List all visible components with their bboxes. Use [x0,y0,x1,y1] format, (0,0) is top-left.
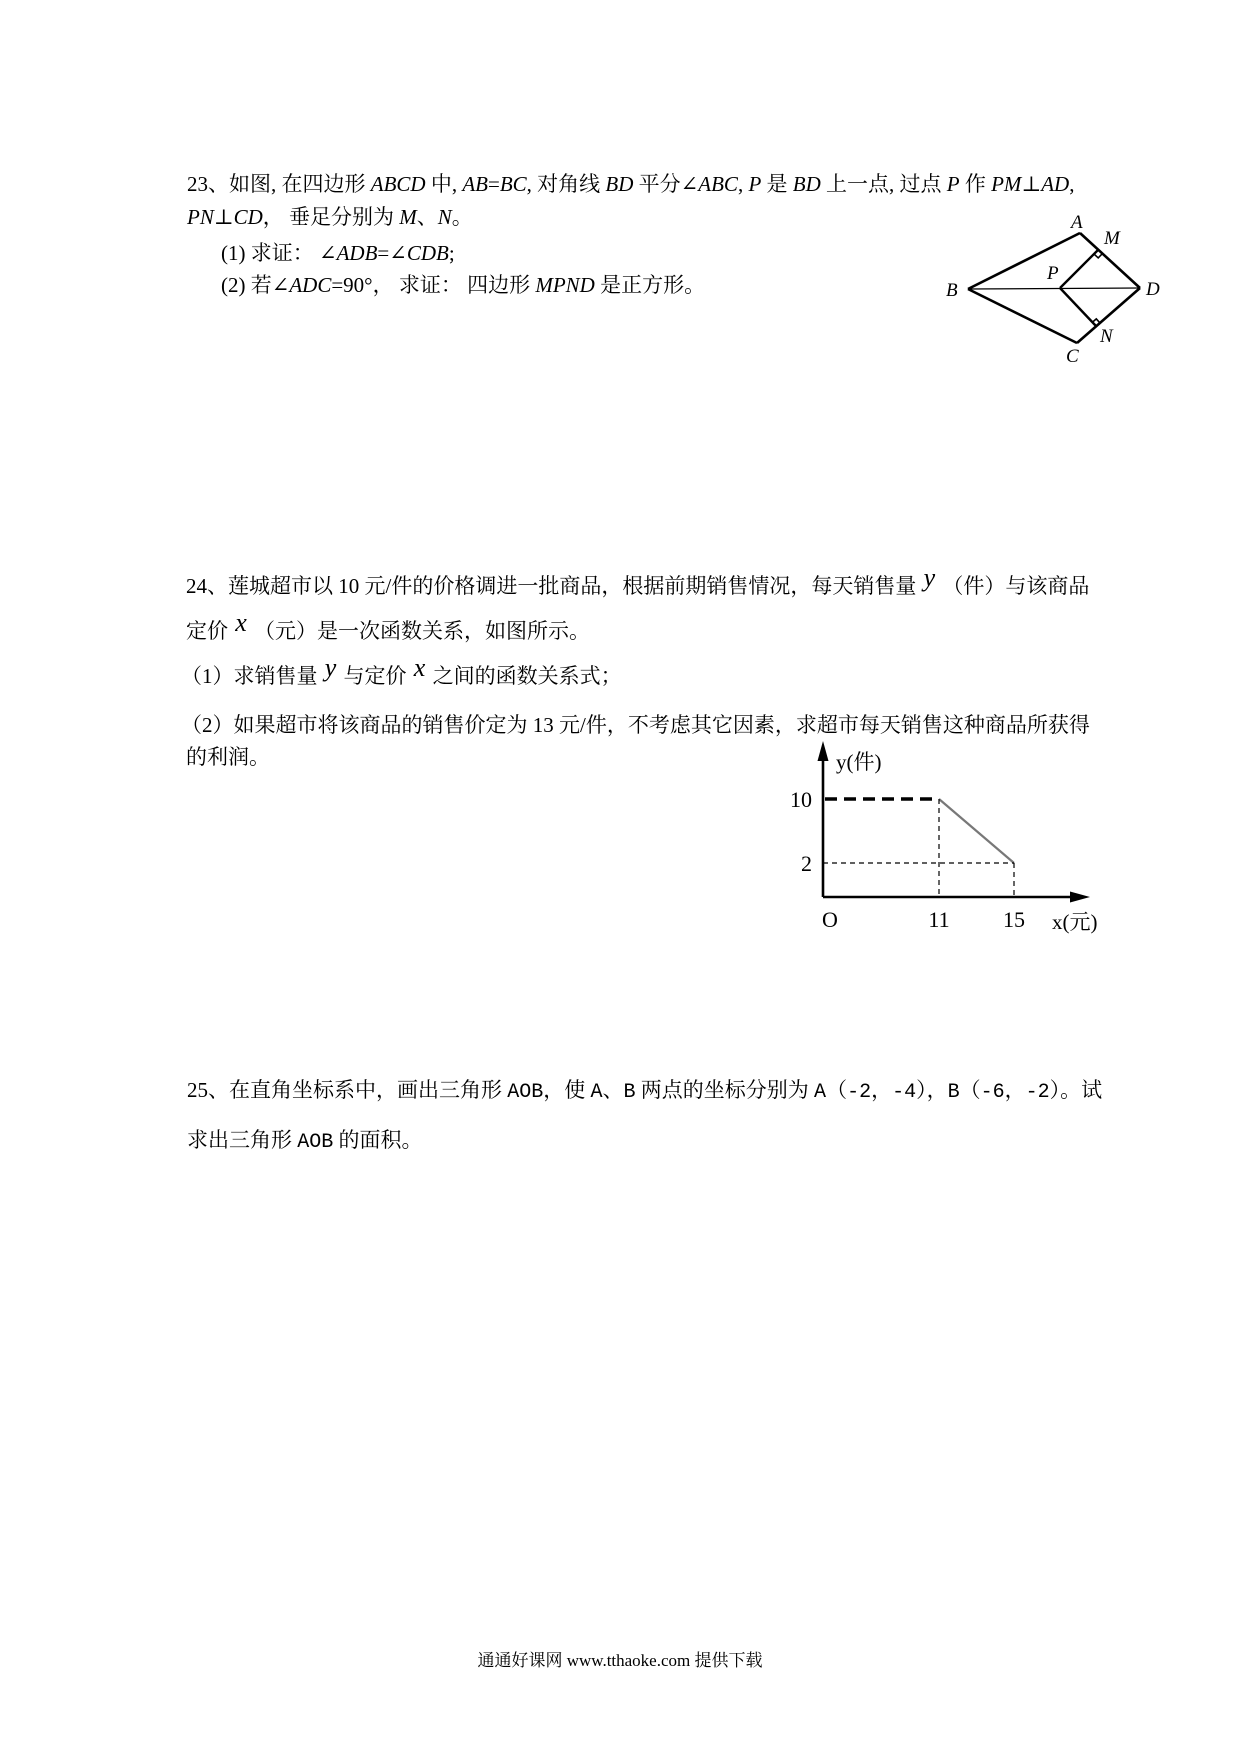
label-C: C [1066,346,1079,367]
q24-function-graph [700,735,1120,945]
tick-y2: 2 [801,851,812,876]
q24-item2-line2: 的利润。 [186,745,270,769]
q24-item2-line1: （2）如果超市将该商品的销售价定为 13 元/件，不考虑其它因素，求超市每天销售这种商品所获得 [181,713,1090,737]
right-angle-mark-M [1094,254,1103,258]
x-axis-label: x(元) [1052,910,1098,934]
origin-label: O [822,907,838,932]
footer-watermark: 通通好课网 www.tthaoke.com 提供下载 [477,1651,763,1670]
label-B: B [946,280,958,301]
q23-line2: PN⊥CD， 垂足分别为 M、N。 [187,205,473,229]
q23-geometry-figure [930,180,1190,380]
label-M: M [1104,228,1120,249]
tick-y10: 10 [790,787,812,812]
label-P: P [1047,263,1059,284]
q24-line2: 定价 x （元）是一次函数关系，如图所示。 [186,608,591,643]
segment-PN [1060,288,1096,326]
diagonal-BD [968,288,1140,289]
x-axis-arrow [1070,892,1090,903]
q25-line1: 25、在直角坐标系中，画出三角形 AOB，使 A、B 两点的坐标分别为 A（-2，-4），B（-6，-2）。试 [187,1078,1103,1104]
q24-item1: （1）求销售量 y 与定价 x 之间的函数关系式； [181,653,622,688]
label-N: N [1100,326,1113,347]
label-D: D [1146,279,1160,300]
y-axis-label: y(件) [836,750,882,774]
q25-line2: 求出三角形 AOB 的面积。 [187,1128,423,1154]
label-A: A [1071,212,1083,233]
y-axis-arrow [818,741,829,761]
tick-x15: 15 [1003,907,1025,932]
edge-BA [968,233,1080,289]
segment-PM [1060,250,1098,288]
q23-item1: (1) 求证： ∠ADB=∠CDB; [221,241,455,265]
q24-line1: 24、莲城超市以 10 元/件的价格调进一批商品，根据前期销售情况，每天销售量 y （件）与该商品 [186,563,1090,598]
q23-item2: (2) 若∠ADC=90°， 求证： 四边形 MPND 是正方形。 [221,273,706,297]
tick-x11: 11 [928,907,950,932]
right-angle-mark-N [1092,319,1100,323]
edge-BC [968,289,1077,343]
q23-line1: 23、如图, 在四边形 ABCD 中, AB=BC, 对角线 BD 平分∠ABC, P 是 BD 上一点, 过点 P 作 PM⊥AD, [187,172,1075,196]
function-segment [939,799,1014,863]
